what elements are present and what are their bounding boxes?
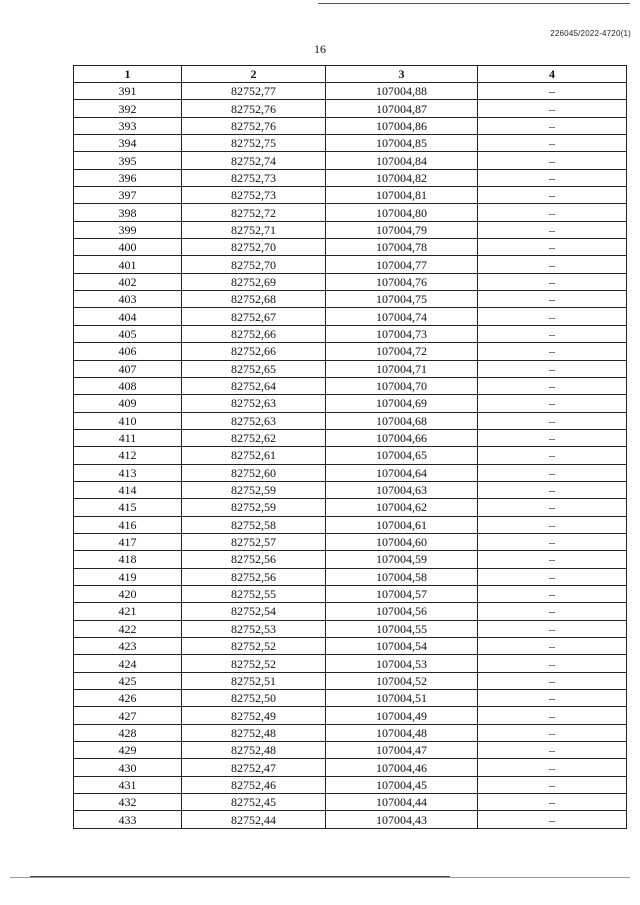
table-row bbox=[74, 776, 627, 793]
y-coordinate-cell: 107004,60 bbox=[326, 533, 478, 550]
note-cell: – bbox=[478, 256, 627, 273]
y-coordinate-cell: 107004,44 bbox=[326, 794, 478, 811]
y-coordinate-cell: 107004,53 bbox=[326, 655, 478, 672]
table-row bbox=[74, 325, 627, 342]
note-cell: – bbox=[478, 499, 627, 516]
note-cell: – bbox=[478, 516, 627, 533]
x-coordinate-cell: 82752,67 bbox=[182, 308, 326, 325]
x-coordinate-cell: 82752,50 bbox=[182, 690, 326, 707]
note-cell: – bbox=[478, 620, 627, 637]
y-coordinate-cell: 107004,73 bbox=[326, 325, 478, 342]
table-row bbox=[74, 672, 627, 689]
coordinates-table bbox=[73, 65, 627, 829]
point-number-cell: 407 bbox=[74, 360, 182, 377]
point-number-cell: 408 bbox=[74, 377, 182, 394]
note-cell: – bbox=[478, 776, 627, 793]
table-row bbox=[74, 603, 627, 620]
table-row bbox=[74, 343, 627, 360]
y-coordinate-cell: 107004,76 bbox=[326, 273, 478, 290]
y-coordinate-cell: 107004,62 bbox=[326, 499, 478, 516]
x-coordinate-cell: 82752,49 bbox=[182, 707, 326, 724]
y-coordinate-cell: 107004,85 bbox=[326, 135, 478, 152]
point-number-cell: 400 bbox=[74, 239, 182, 256]
point-number-cell: 397 bbox=[74, 187, 182, 204]
note-cell: – bbox=[478, 273, 627, 290]
x-coordinate-cell: 82752,58 bbox=[182, 516, 326, 533]
table-body bbox=[74, 83, 627, 829]
table-row bbox=[74, 360, 627, 377]
table-header-row bbox=[74, 66, 627, 83]
point-number-cell: 398 bbox=[74, 204, 182, 221]
point-number-cell: 418 bbox=[74, 551, 182, 568]
table-row bbox=[74, 759, 627, 776]
x-coordinate-cell: 82752,72 bbox=[182, 204, 326, 221]
point-number-cell: 412 bbox=[74, 447, 182, 464]
page-number: 16 bbox=[314, 42, 326, 56]
note-cell: – bbox=[478, 447, 627, 464]
table-row bbox=[74, 412, 627, 429]
x-coordinate-cell: 82752,76 bbox=[182, 100, 326, 117]
y-coordinate-cell: 107004,65 bbox=[326, 447, 478, 464]
x-coordinate-cell: 82752,76 bbox=[182, 117, 326, 134]
note-cell: – bbox=[478, 291, 627, 308]
y-coordinate-cell: 107004,75 bbox=[326, 291, 478, 308]
note-cell: – bbox=[478, 343, 627, 360]
y-coordinate-cell: 107004,77 bbox=[326, 256, 478, 273]
column-header: 2 bbox=[182, 66, 326, 83]
x-coordinate-cell: 82752,77 bbox=[182, 83, 326, 100]
table-row bbox=[74, 794, 627, 811]
note-cell: – bbox=[478, 83, 627, 100]
point-number-cell: 399 bbox=[74, 221, 182, 238]
x-coordinate-cell: 82752,52 bbox=[182, 655, 326, 672]
table-row bbox=[74, 551, 627, 568]
footer-divider-light bbox=[10, 877, 630, 878]
y-coordinate-cell: 107004,87 bbox=[326, 100, 478, 117]
point-number-cell: 421 bbox=[74, 603, 182, 620]
note-cell: – bbox=[478, 221, 627, 238]
table-row bbox=[74, 429, 627, 446]
x-coordinate-cell: 82752,48 bbox=[182, 724, 326, 741]
y-coordinate-cell: 107004,56 bbox=[326, 603, 478, 620]
x-coordinate-cell: 82752,66 bbox=[182, 325, 326, 342]
x-coordinate-cell: 82752,53 bbox=[182, 620, 326, 637]
note-cell: – bbox=[478, 672, 627, 689]
note-cell: – bbox=[478, 551, 627, 568]
x-coordinate-cell: 82752,73 bbox=[182, 187, 326, 204]
x-coordinate-cell: 82752,74 bbox=[182, 152, 326, 169]
y-coordinate-cell: 107004,80 bbox=[326, 204, 478, 221]
point-number-cell: 401 bbox=[74, 256, 182, 273]
x-coordinate-cell: 82752,55 bbox=[182, 585, 326, 602]
point-number-cell: 420 bbox=[74, 585, 182, 602]
x-coordinate-cell: 82752,59 bbox=[182, 481, 326, 498]
table-row bbox=[74, 100, 627, 117]
point-number-cell: 393 bbox=[74, 117, 182, 134]
x-coordinate-cell: 82752,73 bbox=[182, 169, 326, 186]
y-coordinate-cell: 107004,47 bbox=[326, 742, 478, 759]
y-coordinate-cell: 107004,57 bbox=[326, 585, 478, 602]
x-coordinate-cell: 82752,75 bbox=[182, 135, 326, 152]
y-coordinate-cell: 107004,84 bbox=[326, 152, 478, 169]
point-number-cell: 413 bbox=[74, 464, 182, 481]
point-number-cell: 431 bbox=[74, 776, 182, 793]
x-coordinate-cell: 82752,61 bbox=[182, 447, 326, 464]
point-number-cell: 429 bbox=[74, 742, 182, 759]
x-coordinate-cell: 82752,57 bbox=[182, 533, 326, 550]
y-coordinate-cell: 107004,88 bbox=[326, 83, 478, 100]
x-coordinate-cell: 82752,66 bbox=[182, 343, 326, 360]
y-coordinate-cell: 107004,78 bbox=[326, 239, 478, 256]
point-number-cell: 424 bbox=[74, 655, 182, 672]
y-coordinate-cell: 107004,55 bbox=[326, 620, 478, 637]
y-coordinate-cell: 107004,45 bbox=[326, 776, 478, 793]
note-cell: – bbox=[478, 759, 627, 776]
x-coordinate-cell: 82752,62 bbox=[182, 429, 326, 446]
note-cell: – bbox=[478, 603, 627, 620]
table-row bbox=[74, 447, 627, 464]
table-row bbox=[74, 187, 627, 204]
x-coordinate-cell: 82752,64 bbox=[182, 377, 326, 394]
note-cell: – bbox=[478, 742, 627, 759]
note-cell: – bbox=[478, 464, 627, 481]
table-row bbox=[74, 291, 627, 308]
note-cell: – bbox=[478, 308, 627, 325]
y-coordinate-cell: 107004,59 bbox=[326, 551, 478, 568]
table-row bbox=[74, 620, 627, 637]
table-row bbox=[74, 83, 627, 100]
table-row bbox=[74, 585, 627, 602]
point-number-cell: 422 bbox=[74, 620, 182, 637]
point-number-cell: 406 bbox=[74, 343, 182, 360]
x-coordinate-cell: 82752,48 bbox=[182, 742, 326, 759]
point-number-cell: 391 bbox=[74, 83, 182, 100]
note-cell: – bbox=[478, 811, 627, 828]
point-number-cell: 403 bbox=[74, 291, 182, 308]
y-coordinate-cell: 107004,63 bbox=[326, 481, 478, 498]
x-coordinate-cell: 82752,69 bbox=[182, 273, 326, 290]
point-number-cell: 423 bbox=[74, 638, 182, 655]
note-cell: – bbox=[478, 377, 627, 394]
column-header: 4 bbox=[478, 66, 627, 83]
point-number-cell: 410 bbox=[74, 412, 182, 429]
note-cell: – bbox=[478, 325, 627, 342]
table-row bbox=[74, 655, 627, 672]
document-reference: 226045/2022-4720(1) bbox=[550, 29, 631, 38]
table-row bbox=[74, 638, 627, 655]
table-row bbox=[74, 690, 627, 707]
x-coordinate-cell: 82752,46 bbox=[182, 776, 326, 793]
point-number-cell: 396 bbox=[74, 169, 182, 186]
note-cell: – bbox=[478, 568, 627, 585]
y-coordinate-cell: 107004,61 bbox=[326, 516, 478, 533]
y-coordinate-cell: 107004,74 bbox=[326, 308, 478, 325]
table-row bbox=[74, 742, 627, 759]
point-number-cell: 432 bbox=[74, 794, 182, 811]
table-row bbox=[74, 499, 627, 516]
x-coordinate-cell: 82752,63 bbox=[182, 412, 326, 429]
table-row bbox=[74, 308, 627, 325]
point-number-cell: 392 bbox=[74, 100, 182, 117]
x-coordinate-cell: 82752,70 bbox=[182, 239, 326, 256]
x-coordinate-cell: 82752,71 bbox=[182, 221, 326, 238]
note-cell: – bbox=[478, 429, 627, 446]
y-coordinate-cell: 107004,49 bbox=[326, 707, 478, 724]
table-row bbox=[74, 377, 627, 394]
point-number-cell: 416 bbox=[74, 516, 182, 533]
table-row bbox=[74, 516, 627, 533]
y-coordinate-cell: 107004,71 bbox=[326, 360, 478, 377]
table-row bbox=[74, 481, 627, 498]
note-cell: – bbox=[478, 690, 627, 707]
x-coordinate-cell: 82752,45 bbox=[182, 794, 326, 811]
point-number-cell: 433 bbox=[74, 811, 182, 828]
x-coordinate-cell: 82752,56 bbox=[182, 568, 326, 585]
y-coordinate-cell: 107004,68 bbox=[326, 412, 478, 429]
y-coordinate-cell: 107004,43 bbox=[326, 811, 478, 828]
table-row bbox=[74, 221, 627, 238]
point-number-cell: 415 bbox=[74, 499, 182, 516]
x-coordinate-cell: 82752,63 bbox=[182, 395, 326, 412]
y-coordinate-cell: 107004,54 bbox=[326, 638, 478, 655]
table-row bbox=[74, 707, 627, 724]
x-coordinate-cell: 82752,60 bbox=[182, 464, 326, 481]
point-number-cell: 409 bbox=[74, 395, 182, 412]
table-row bbox=[74, 152, 627, 169]
x-coordinate-cell: 82752,68 bbox=[182, 291, 326, 308]
note-cell: – bbox=[478, 100, 627, 117]
x-coordinate-cell: 82752,70 bbox=[182, 256, 326, 273]
table-row bbox=[74, 464, 627, 481]
y-coordinate-cell: 107004,69 bbox=[326, 395, 478, 412]
table-row bbox=[74, 273, 627, 290]
x-coordinate-cell: 82752,65 bbox=[182, 360, 326, 377]
point-number-cell: 402 bbox=[74, 273, 182, 290]
y-coordinate-cell: 107004,86 bbox=[326, 117, 478, 134]
y-coordinate-cell: 107004,58 bbox=[326, 568, 478, 585]
y-coordinate-cell: 107004,46 bbox=[326, 759, 478, 776]
note-cell: – bbox=[478, 655, 627, 672]
point-number-cell: 411 bbox=[74, 429, 182, 446]
point-number-cell: 427 bbox=[74, 707, 182, 724]
y-coordinate-cell: 107004,51 bbox=[326, 690, 478, 707]
note-cell: – bbox=[478, 412, 627, 429]
column-header: 3 bbox=[326, 66, 478, 83]
table-row bbox=[74, 117, 627, 134]
table-row bbox=[74, 256, 627, 273]
note-cell: – bbox=[478, 724, 627, 741]
note-cell: – bbox=[478, 360, 627, 377]
x-coordinate-cell: 82752,47 bbox=[182, 759, 326, 776]
y-coordinate-cell: 107004,81 bbox=[326, 187, 478, 204]
table-row bbox=[74, 533, 627, 550]
y-coordinate-cell: 107004,79 bbox=[326, 221, 478, 238]
x-coordinate-cell: 82752,44 bbox=[182, 811, 326, 828]
note-cell: – bbox=[478, 169, 627, 186]
y-coordinate-cell: 107004,52 bbox=[326, 672, 478, 689]
note-cell: – bbox=[478, 707, 627, 724]
table-row bbox=[74, 724, 627, 741]
x-coordinate-cell: 82752,56 bbox=[182, 551, 326, 568]
note-cell: – bbox=[478, 239, 627, 256]
note-cell: – bbox=[478, 152, 627, 169]
y-coordinate-cell: 107004,64 bbox=[326, 464, 478, 481]
table-row bbox=[74, 811, 627, 828]
point-number-cell: 395 bbox=[74, 152, 182, 169]
note-cell: – bbox=[478, 481, 627, 498]
y-coordinate-cell: 107004,70 bbox=[326, 377, 478, 394]
footer-divider bbox=[30, 876, 450, 877]
point-number-cell: 417 bbox=[74, 533, 182, 550]
y-coordinate-cell: 107004,66 bbox=[326, 429, 478, 446]
y-coordinate-cell: 107004,48 bbox=[326, 724, 478, 741]
column-header: 1 bbox=[74, 66, 182, 83]
table-row bbox=[74, 204, 627, 221]
point-number-cell: 404 bbox=[74, 308, 182, 325]
note-cell: – bbox=[478, 533, 627, 550]
x-coordinate-cell: 82752,52 bbox=[182, 638, 326, 655]
note-cell: – bbox=[478, 395, 627, 412]
note-cell: – bbox=[478, 794, 627, 811]
point-number-cell: 428 bbox=[74, 724, 182, 741]
note-cell: – bbox=[478, 204, 627, 221]
x-coordinate-cell: 82752,54 bbox=[182, 603, 326, 620]
note-cell: – bbox=[478, 187, 627, 204]
table-row bbox=[74, 239, 627, 256]
note-cell: – bbox=[478, 117, 627, 134]
top-divider bbox=[318, 3, 630, 4]
y-coordinate-cell: 107004,82 bbox=[326, 169, 478, 186]
note-cell: – bbox=[478, 585, 627, 602]
table-row bbox=[74, 135, 627, 152]
point-number-cell: 405 bbox=[74, 325, 182, 342]
note-cell: – bbox=[478, 638, 627, 655]
x-coordinate-cell: 82752,51 bbox=[182, 672, 326, 689]
point-number-cell: 414 bbox=[74, 481, 182, 498]
x-coordinate-cell: 82752,59 bbox=[182, 499, 326, 516]
table-row bbox=[74, 568, 627, 585]
y-coordinate-cell: 107004,72 bbox=[326, 343, 478, 360]
point-number-cell: 419 bbox=[74, 568, 182, 585]
point-number-cell: 426 bbox=[74, 690, 182, 707]
point-number-cell: 394 bbox=[74, 135, 182, 152]
table-row bbox=[74, 395, 627, 412]
point-number-cell: 430 bbox=[74, 759, 182, 776]
table-row bbox=[74, 169, 627, 186]
note-cell: – bbox=[478, 135, 627, 152]
point-number-cell: 425 bbox=[74, 672, 182, 689]
